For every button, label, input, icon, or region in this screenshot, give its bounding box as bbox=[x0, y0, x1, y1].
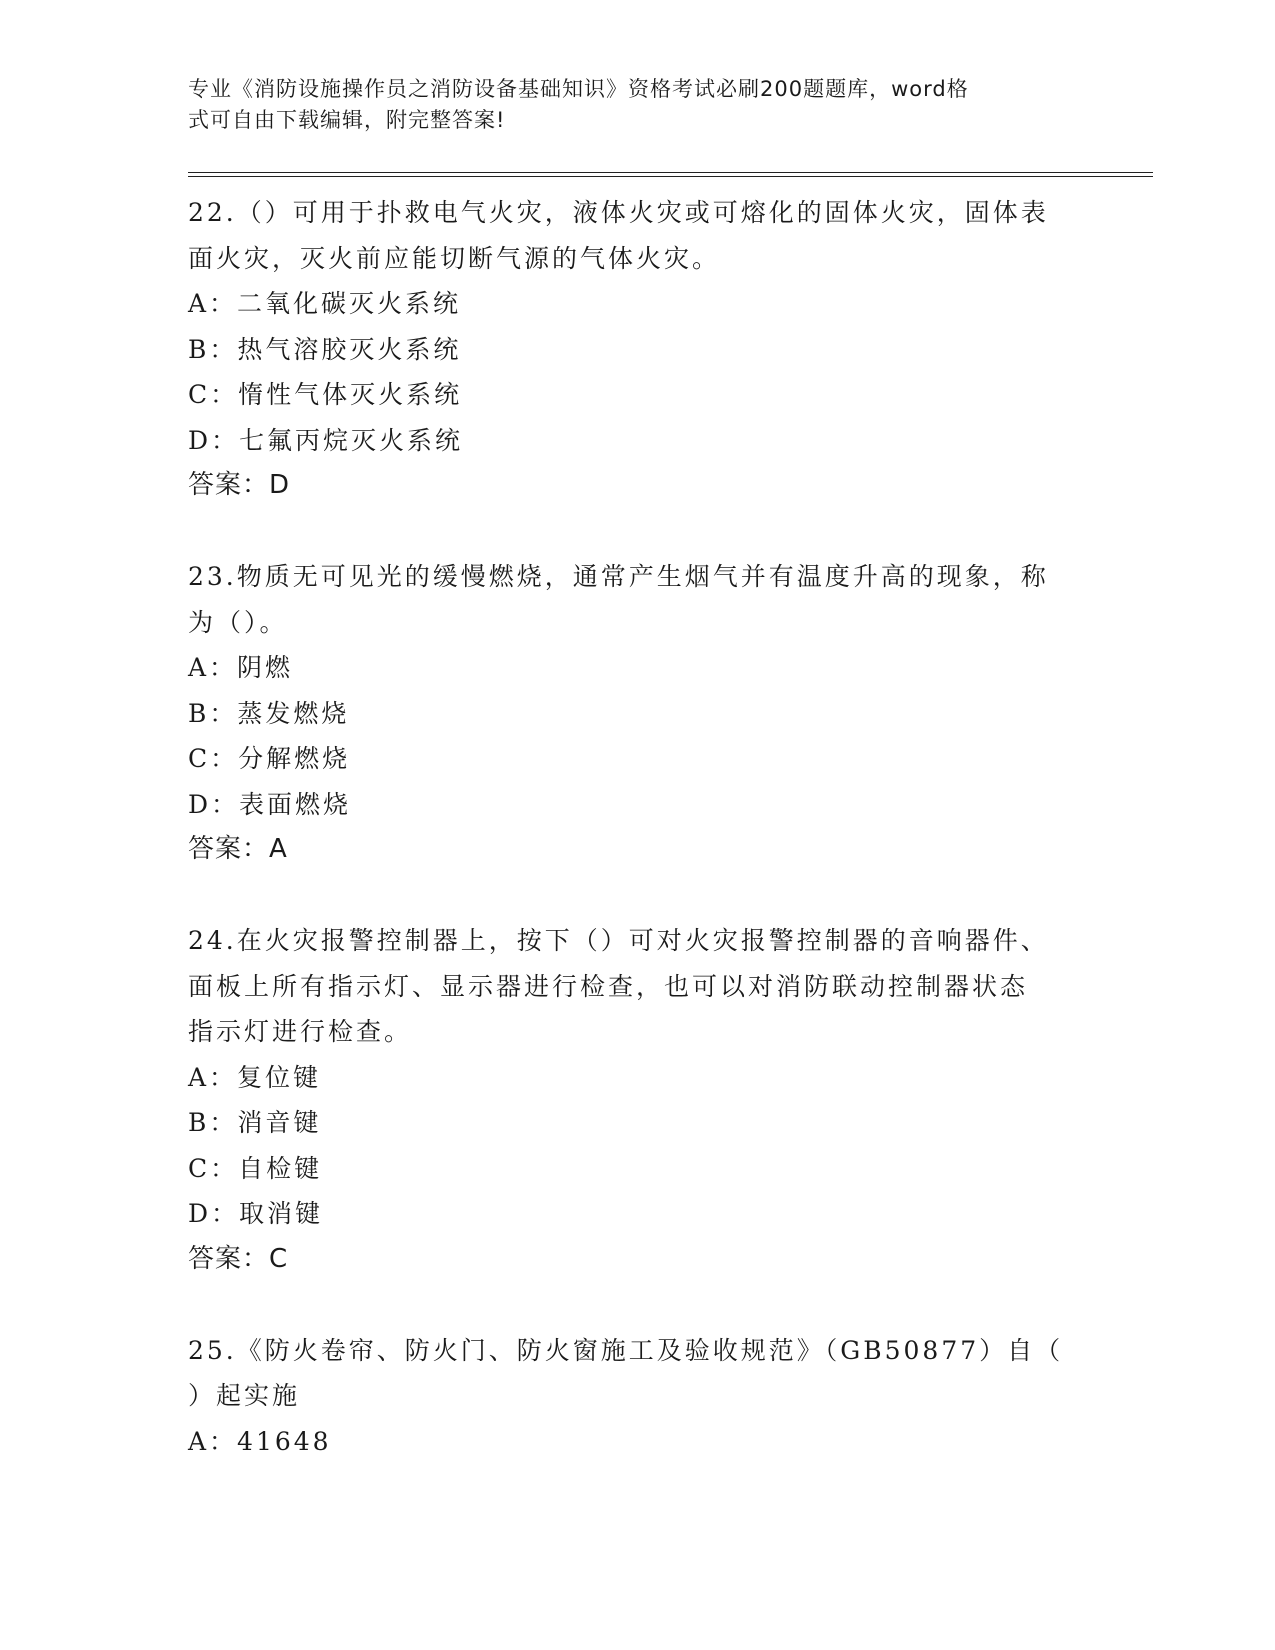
option-b: B：消音键 bbox=[188, 1108, 322, 1137]
question-stem-line: 指示灯进行检查。 bbox=[188, 1017, 413, 1046]
option-a: A：41648 bbox=[188, 1426, 332, 1456]
question-24 bbox=[188, 918, 1088, 1282]
question-spacer bbox=[188, 1282, 1088, 1328]
question-spacer bbox=[188, 509, 1088, 555]
question-23 bbox=[188, 554, 1088, 873]
option-c: C：惰性气体灭火系统 bbox=[188, 380, 463, 409]
answer: 答案：A bbox=[188, 834, 288, 864]
question-stem-line: ）起实施 bbox=[188, 1381, 301, 1410]
question-25 bbox=[188, 1328, 1088, 1465]
header-line-2: 式可自由下载编辑，附完整答案! bbox=[188, 108, 506, 132]
question-stem-line: 面板上所有指示灯、显示器进行检查，也可以对消防联动控制器状态 bbox=[188, 971, 1029, 1001]
option-d: D：七氟丙烷灭火系统 bbox=[188, 425, 464, 455]
question-stem-line: 23.物质无可见光的缓慢燃烧，通常产生烟气并有温度升高的现象，称 bbox=[188, 562, 1049, 591]
question-stem-line: 22.（）可用于扑救电气火灾，液体火灾或可熔化的固体火灾，固体表 bbox=[188, 198, 1049, 227]
question-spacer bbox=[188, 873, 1088, 919]
header-divider-top bbox=[188, 172, 1153, 173]
option-c: C：自检键 bbox=[188, 1153, 323, 1183]
question-stem-line: 24.在火灾报警控制器上，按下（）可对火灾报警控制器的音响器件、 bbox=[188, 926, 1049, 955]
question-stem-line: 25.《防火卷帘、防火门、防火窗施工及验收规范》（GB50877）自（ bbox=[188, 1335, 1064, 1365]
document-header bbox=[188, 74, 1068, 136]
question-stem-line: 为（）。 bbox=[188, 607, 288, 637]
option-b: B：热气溶胶灭火系统 bbox=[188, 334, 462, 364]
header-line-1: 专业《消防设施操作员之消防设备基础知识》资格考试必刷200题题库，word格 bbox=[188, 77, 969, 101]
option-a: A：复位键 bbox=[188, 1062, 322, 1092]
option-c: C：分解燃烧 bbox=[188, 744, 351, 773]
answer: 答案：D bbox=[188, 470, 291, 500]
option-d: D：表面燃烧 bbox=[188, 789, 352, 819]
option-b: B：蒸发燃烧 bbox=[188, 698, 350, 728]
question-list bbox=[188, 190, 1088, 1464]
option-d: D：取消键 bbox=[188, 1199, 324, 1228]
option-a: A：二氧化碳灭火系统 bbox=[188, 289, 462, 318]
question-22 bbox=[188, 190, 1088, 509]
answer: 答案：C bbox=[188, 1243, 289, 1274]
question-stem-line: 面火灾，灭火前应能切断气源的气体火灾。 bbox=[188, 243, 721, 273]
header-divider-bottom bbox=[188, 176, 1153, 177]
option-a: A：阴燃 bbox=[188, 653, 294, 682]
